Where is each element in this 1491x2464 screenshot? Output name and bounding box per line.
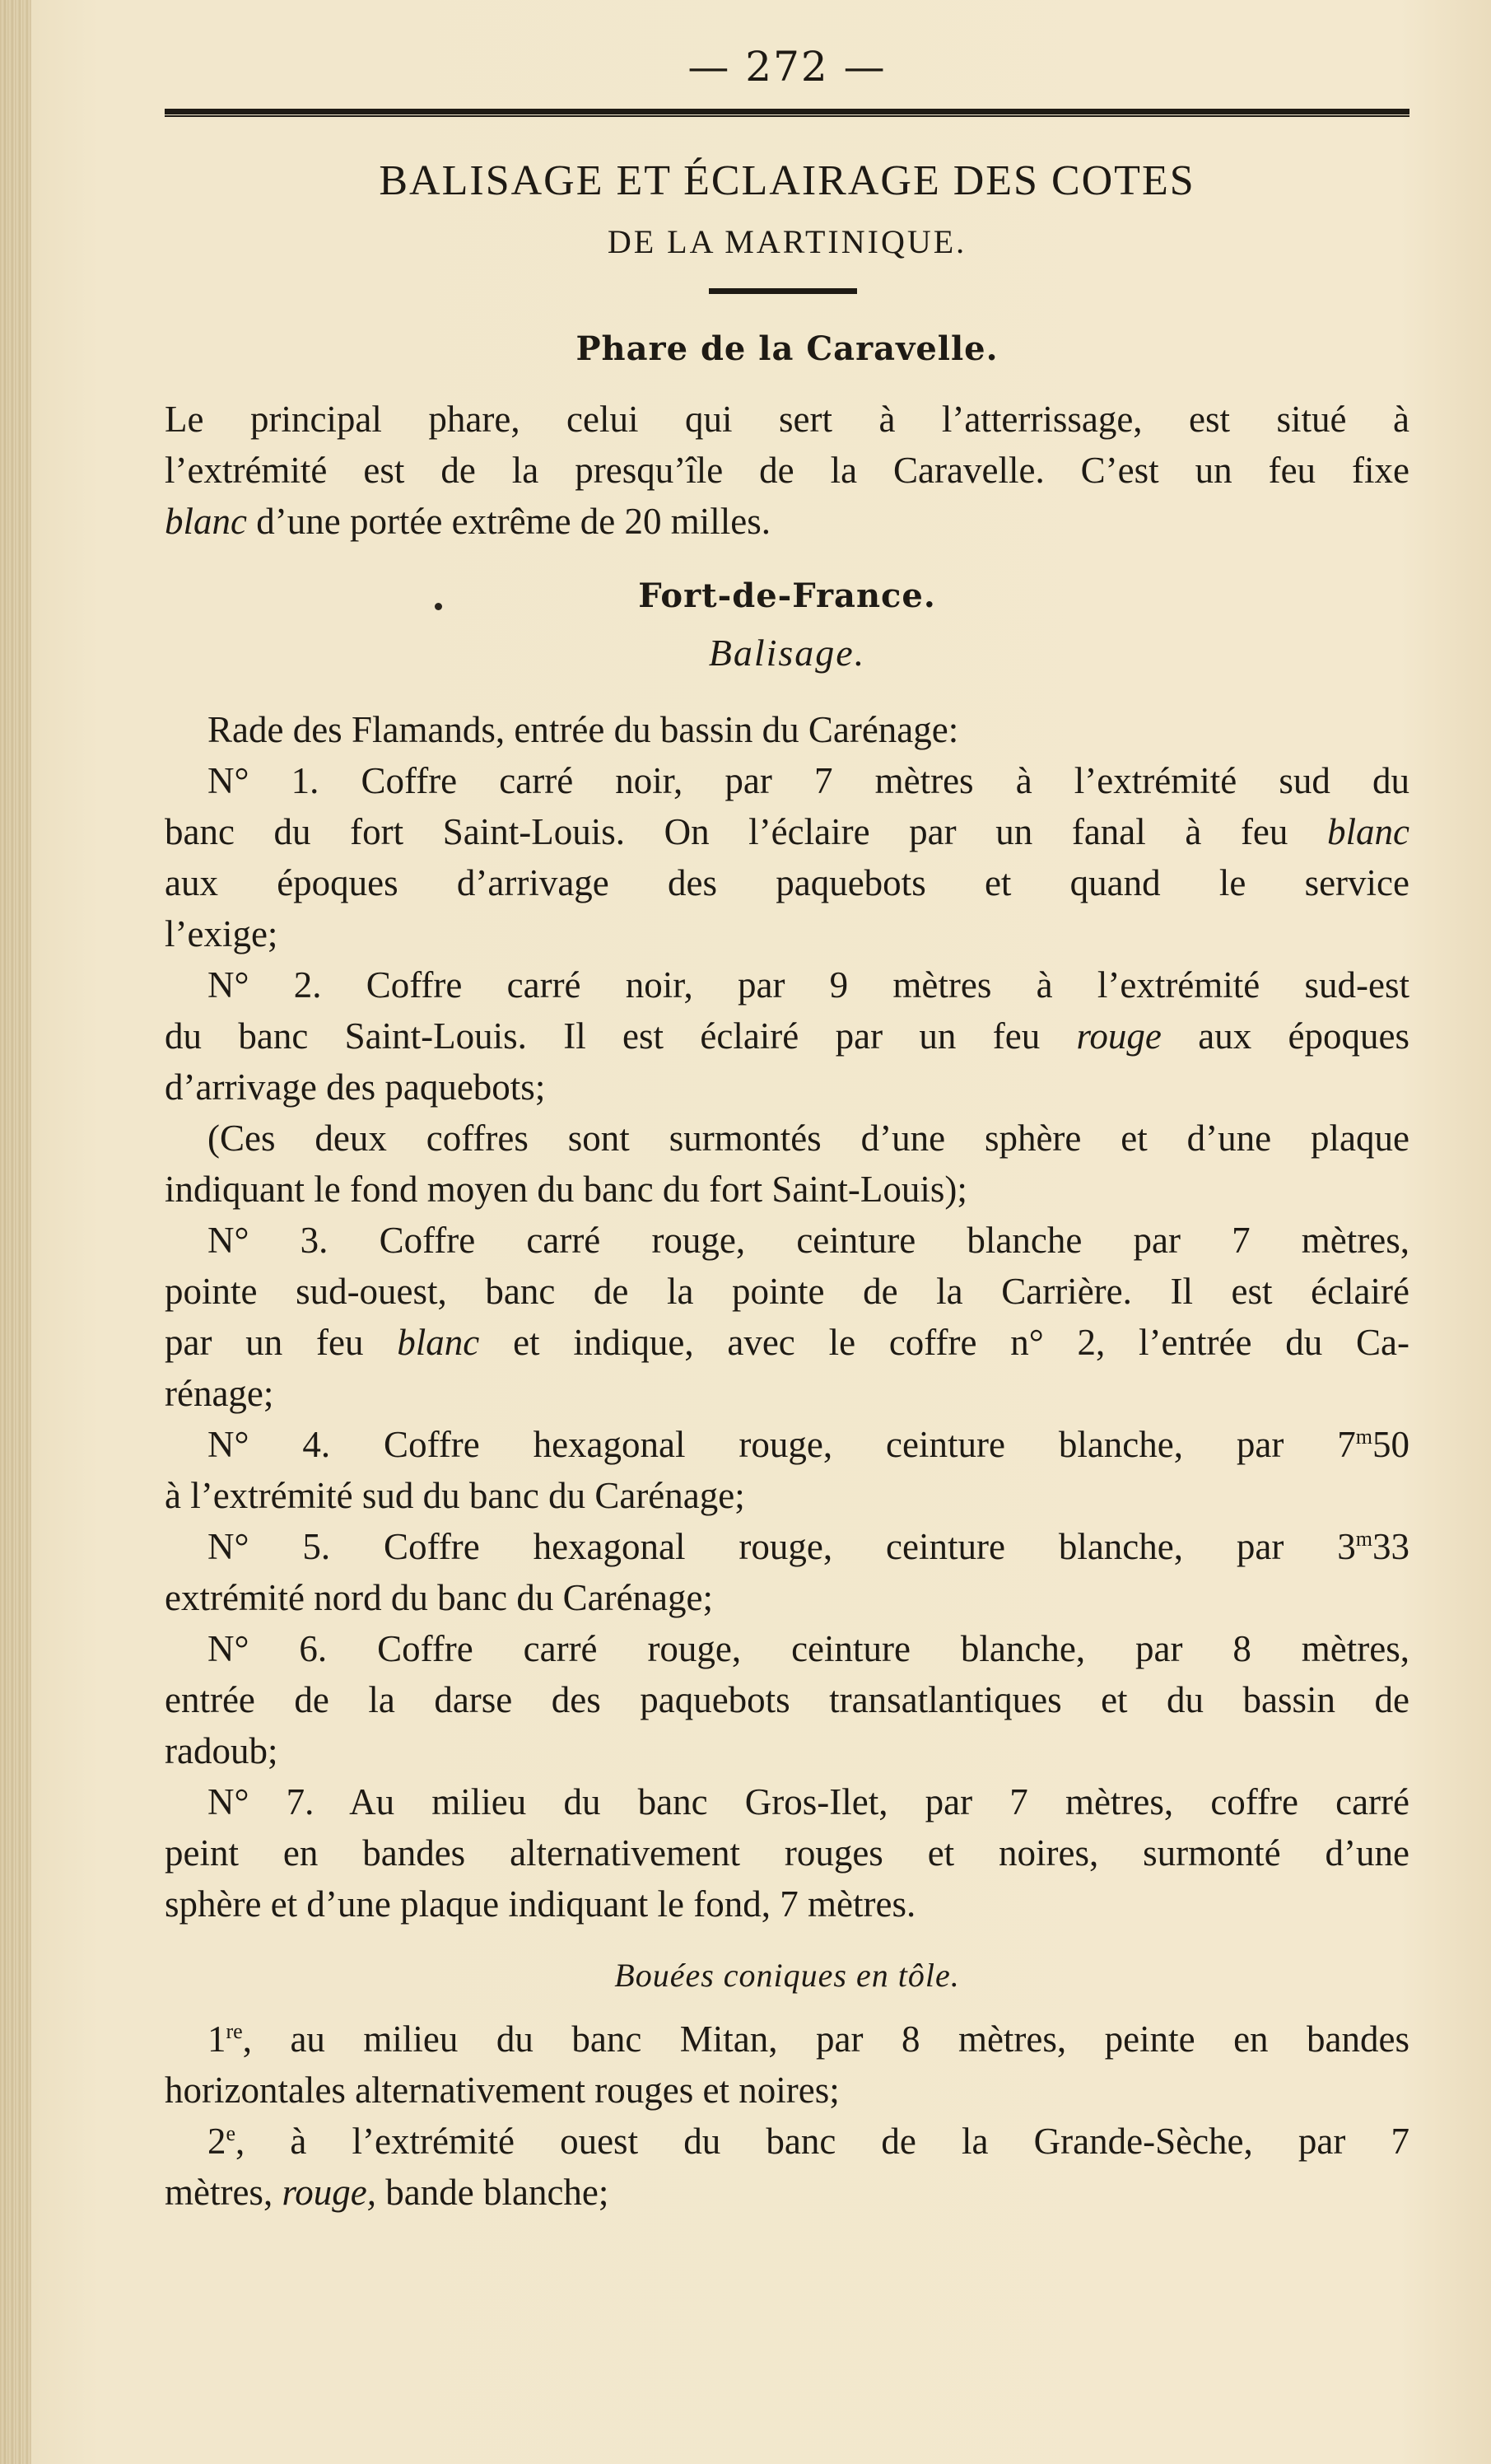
bouee-2-line	[207, 2116, 1409, 2167]
title-divider	[709, 288, 857, 294]
line-text: bande blanche;	[376, 2172, 609, 2213]
line-text: banc du fort Saint-Louis. On l’éclaire par un fanal à feu	[165, 811, 1328, 852]
line-text: 50	[1372, 1424, 1409, 1465]
print-speck	[435, 603, 442, 610]
line-text: mètres,	[165, 2172, 282, 2213]
superscript: re	[226, 2019, 243, 2043]
italic-word: blanc	[165, 501, 247, 542]
superscript: m	[1355, 1527, 1372, 1551]
item-5-line	[207, 1521, 1409, 1572]
item-1-line	[165, 806, 1409, 857]
note-line: indiquant le fond moyen du banc du fort Saint-Louis);	[165, 1169, 967, 1210]
item-3-line	[165, 1317, 1409, 1368]
item-4-line: à l’extrémité sud du banc du Carénage;	[165, 1475, 745, 1516]
page-number: — 272 —	[687, 43, 887, 91]
line-text: du banc Saint-Louis. Il est éclairé par un feu	[165, 1015, 1077, 1057]
line-text: d’une portée extrême de 20 milles.	[246, 501, 771, 542]
item-3-line: pointe sud-ouest, banc de la pointe de la Carrière. Il est éclairé	[165, 1271, 1409, 1312]
item-1-line: N° 1. Coffre carré noir, par 7 mètres à l’extrémité sud du	[207, 760, 1409, 801]
item-3-line: N° 3. Coffre carré rouge, ceinture blanche par 7 mètres,	[207, 1220, 1409, 1261]
bouee-2-line	[165, 2167, 1409, 2218]
sub-heading-balisage: Balisage.	[708, 632, 866, 674]
item-1-line: aux époques d’arrivage des paquebots et quand le service	[165, 862, 1409, 903]
line-text: par un feu	[165, 1322, 398, 1363]
line-text: , à l’extrémité ouest du banc de la Grande-Sèche, par 7	[235, 2121, 1409, 2162]
line-text: 1	[207, 2018, 226, 2060]
bouee-1-line: horizontales alternativement rouges et noires;	[165, 2070, 840, 2111]
item-6-line: N° 6. Coffre carré rouge, ceinture blanche, par 8 mètres,	[207, 1628, 1409, 1669]
bouee-1-line	[207, 2014, 1409, 2065]
line-text: N° 4. Coffre hexagonal rouge, ceinture blanche, par 7	[207, 1424, 1356, 1465]
item-5-line: extrémité nord du banc du Carénage;	[165, 1577, 713, 1618]
item-7-line: N° 7. Au milieu du banc Gros-Ilet, par 7 mètres, coffre carré	[207, 1781, 1409, 1822]
line-text: et indique, avec le coffre n° 2, l’entrée du Ca-	[479, 1322, 1409, 1363]
item-3-line: rénage;	[165, 1373, 274, 1414]
section-heading-fort-de-france: Fort-de-France.	[638, 576, 936, 615]
line-text: , au milieu du banc Mitan, par 8 mètres, peinte en bandes	[242, 2018, 1409, 2060]
paragraph-line: l’extrémité est de la presqu’île de la Caravelle. C’est un feu fixe	[165, 450, 1409, 491]
item-2-line: N° 2. Coffre carré noir, par 9 mètres à l’extrémité sud-est	[207, 964, 1409, 1006]
book-binding-edge	[0, 0, 31, 2464]
line-text: N° 5. Coffre hexagonal rouge, ceinture blanche, par 3	[207, 1526, 1356, 1567]
italic-word: rouge	[1076, 1015, 1162, 1057]
italic-word: blanc	[1327, 811, 1409, 852]
item-7-line: sphère et d’une plaque indiquant le fond, 7 mètres.	[165, 1883, 916, 1925]
line-text: 2	[207, 2121, 226, 2162]
italic-word: blanc	[397, 1322, 480, 1363]
item-4-line	[207, 1419, 1409, 1470]
item-6-line: radoub;	[165, 1730, 278, 1771]
item-6-line: entrée de la darse des paquebots transatlantiques et du bassin de	[165, 1679, 1409, 1720]
chapter-title: BALISAGE ET ÉCLAIRAGE DES COTES	[379, 157, 1195, 204]
line-text: aux époques	[1161, 1015, 1409, 1057]
item-2-line	[165, 1010, 1409, 1062]
paragraph-line: Le principal phare, celui qui sert à l’atterrissage, est situé à	[165, 399, 1409, 440]
item-2-line: d’arrivage des paquebots;	[165, 1066, 546, 1108]
superscript: e	[226, 2121, 236, 2145]
item-7-line: peint en bandes alternativement rouges et noires, surmonté d’une	[165, 1832, 1409, 1874]
intro-line: Rade des Flamands, entrée du bassin du Carénage:	[207, 709, 959, 750]
header-rule	[165, 109, 1409, 117]
chapter-subtitle: DE LA MARTINIQUE.	[607, 223, 967, 260]
sub-heading-bouees: Bouées coniques en tôle.	[614, 1957, 960, 1994]
italic-word: rouge,	[282, 2172, 377, 2213]
paragraph-line	[165, 496, 1409, 547]
item-1-line: l’exige;	[165, 913, 278, 954]
section-heading-caravelle: Phare de la Caravelle.	[575, 329, 999, 368]
page-content	[165, 0, 1409, 2464]
line-text: 33	[1372, 1526, 1409, 1567]
superscript: m	[1355, 1425, 1372, 1449]
note-line: (Ces deux coffres sont surmontés d’une sphère et d’une plaque	[207, 1118, 1409, 1159]
